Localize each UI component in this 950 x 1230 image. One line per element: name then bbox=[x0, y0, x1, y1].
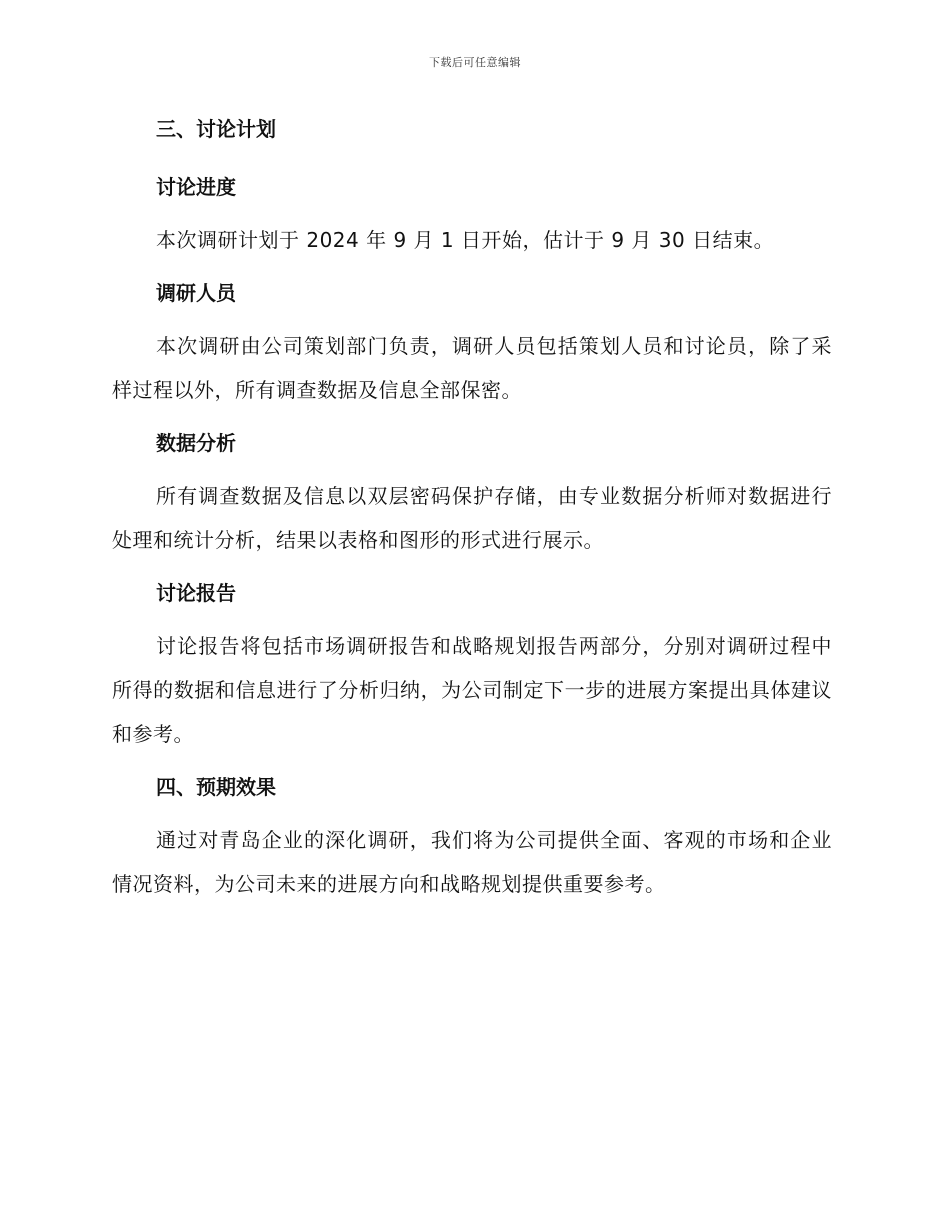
section-heading-effect: 四、预期效果 bbox=[156, 775, 276, 799]
section-heading-plan: 三、讨论计划 bbox=[156, 117, 276, 141]
paragraph-report: 讨论报告将包括市场调研报告和战略规划报告两部分，分别对调研过程中所得的数据和信息进行了分析归纳，为公司制定下一步的进展方案提出具体建议和参考。 bbox=[112, 634, 832, 746]
page-header-note: 下载后可任意编辑 bbox=[429, 56, 521, 69]
paragraph-progress: 本次调研计划于 2024 年 9 月 1 日开始，估计于 9 月 30 日结束。 bbox=[156, 228, 775, 252]
sub-heading-report: 讨论报告 bbox=[156, 581, 236, 605]
sub-heading-analysis: 数据分析 bbox=[156, 431, 236, 455]
paragraph-analysis: 所有调查数据及信息以双层密码保护存储，由专业数据分析师对数据进行处理和统计分析，结果以表格和图形的形式进行展示。 bbox=[112, 484, 832, 552]
document-body bbox=[112, 112, 832, 906]
paragraph-staff: 本次调研由公司策划部门负责，调研人员包括策划人员和讨论员，除了采样过程以外，所有调查数据及信息全部保密。 bbox=[112, 334, 832, 402]
sub-heading-staff: 调研人员 bbox=[156, 281, 236, 305]
paragraph-effect: 通过对青岛企业的深化调研，我们将为公司提供全面、客观的市场和企业情况资料，为公司未来的进展方向和战略规划提供重要参考。 bbox=[112, 828, 832, 896]
sub-heading-progress: 讨论进度 bbox=[156, 175, 236, 199]
